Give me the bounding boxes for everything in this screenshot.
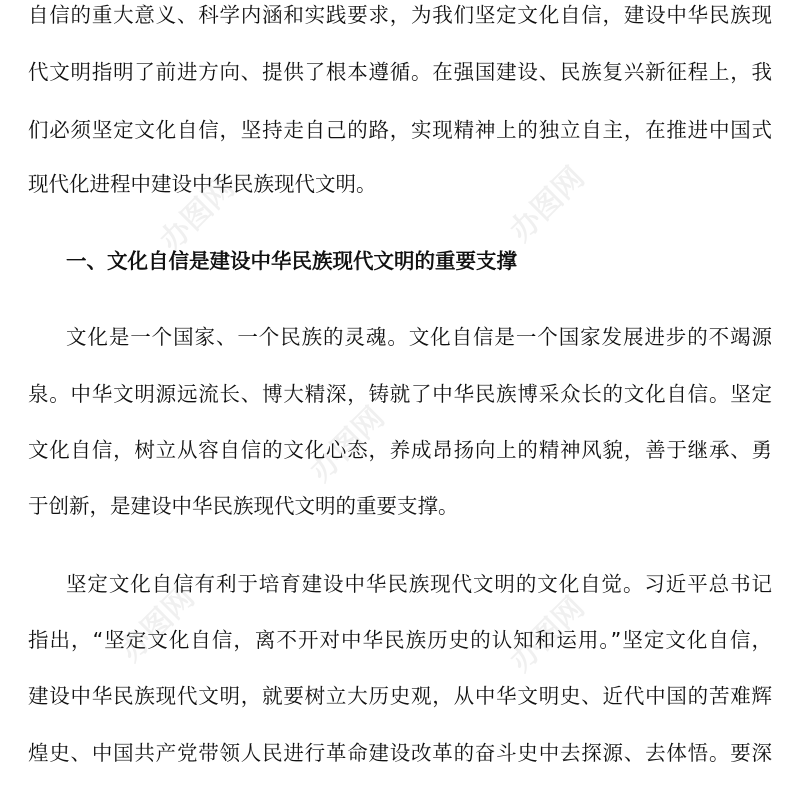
watermark-logo: 办图网 — [113, 580, 202, 669]
body-text-line: 文化自信，树立从容自信的文化心态，养成昂扬向上的精神风貌，善于继承、勇 — [28, 438, 772, 462]
body-text-line: 坚定文化自信有利于培育建设中华民族现代文明的文化自觉。习近平总书记 — [66, 572, 772, 596]
body-text-line: 于创新，是建设中华民族现代文明的重要支撑。 — [28, 494, 459, 518]
watermark-logo: 办图网 — [303, 400, 392, 489]
body-text-line: 煌史、中国共产党带领人民进行革命建设改革的奋斗史中去探源、去体悟。要深 — [28, 741, 772, 765]
body-text-line: 文化是一个国家、一个民族的灵魂。文化自信是一个国家发展进步的不竭源 — [66, 325, 772, 349]
watermark-logo: 办图网 — [503, 160, 592, 249]
body-text-line: 们必须坚定文化自信，坚持走自己的路，实现精神上的独立自主，在推进中国式 — [28, 118, 772, 142]
body-text-line: 自信的重大意义、科学内涵和实践要求，为我们坚定文化自信，建设中华民族现 — [28, 3, 772, 27]
body-text-line: 现代化进程中建设中华民族现代文明。 — [28, 172, 377, 196]
body-text-line: 指出，“坚定文化自信，离不开对中华民族历史的认知和运用。”坚定文化自信， — [28, 628, 772, 652]
watermark-logo: 办图网 — [503, 590, 592, 679]
body-text-line: 建设中华民族现代文明，就要树立大历史观，从中华文明史、近代中国的苦难辉 — [28, 684, 772, 708]
body-text-line: 代文明指明了前进方向、提供了根本遵循。在强国建设、民族复兴新征程上，我 — [28, 60, 772, 84]
section-heading: 一、文化自信是建设中华民族现代文明的重要支撑 — [66, 249, 517, 273]
watermark-logo: 办图网 — [153, 170, 242, 259]
body-text-line: 泉。中华文明源远流长、博大精深，铸就了中华民族博采众长的文化自信。坚定 — [28, 382, 772, 406]
